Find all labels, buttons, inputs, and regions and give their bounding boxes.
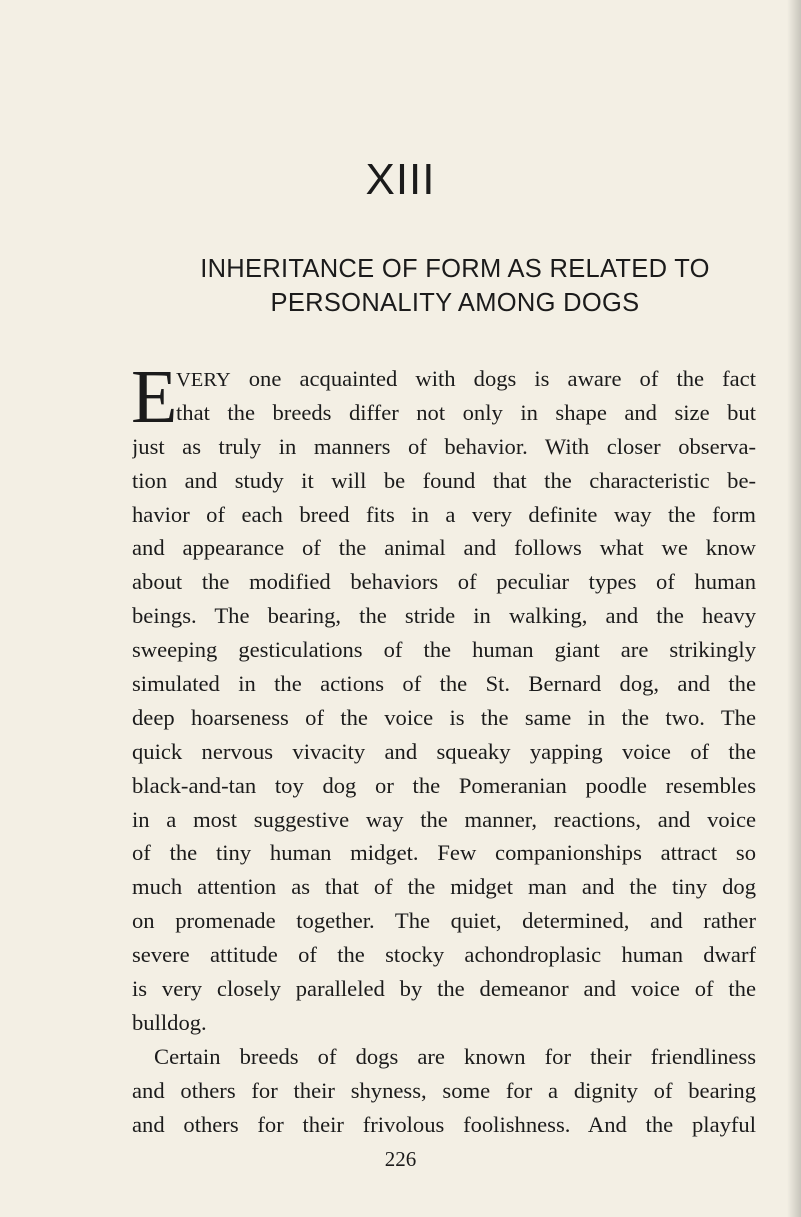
text-line: of the tiny human midget. Few companionships attract so bbox=[132, 840, 756, 866]
text-line: black-and-tan toy dog or the Pomeranian poodle resembles bbox=[132, 772, 756, 798]
text-line: much attention as that of the midget man and the tiny dog bbox=[132, 874, 756, 900]
text-line: and others for their shyness, some for a dignity of bearing bbox=[132, 1077, 756, 1103]
small-caps-word: VERY bbox=[176, 369, 231, 391]
body-text bbox=[131, 355, 756, 1141]
chapter-number: XIII bbox=[365, 155, 436, 204]
chapter-title-line: INHERITANCE OF FORM AS RELATED TO bbox=[200, 255, 710, 283]
text-line: beings. The bearing, the stride in walking, and the heavy bbox=[132, 603, 756, 629]
text-line: tion and study it will be found that the characteristic be- bbox=[132, 467, 756, 493]
text-line: quick nervous vivacity and squeaky yapping voice of the bbox=[132, 738, 756, 764]
text-line: havior of each breed fits in a very definite way the form bbox=[132, 501, 756, 527]
text-line: is very closely paralleled by the demeanor and voice of the bbox=[132, 976, 756, 1002]
text-line: sweeping gesticulations of the human giant are strikingly bbox=[132, 637, 756, 663]
page-number: 226 bbox=[384, 1147, 417, 1171]
text-line: bulldog. bbox=[132, 1009, 207, 1035]
text-line: deep hoarseness of the voice is the same in the two. The bbox=[132, 704, 756, 730]
text-line: and others for their frivolous foolishness. And the playful bbox=[132, 1111, 756, 1137]
text-line: simulated in the actions of the St. Bernard dog, and the bbox=[132, 671, 756, 697]
text-line: Certain breeds of dogs are known for their friendliness bbox=[154, 1043, 756, 1069]
text-line: and appearance of the animal and follows what we know bbox=[132, 535, 756, 561]
text-line: severe attitude of the stocky achondroplasic human dwarf bbox=[132, 942, 756, 968]
text-line bbox=[132, 362, 756, 396]
chapter-title bbox=[160, 252, 750, 320]
first-line-text: one acquainted with dogs is aware of the fact bbox=[230, 366, 756, 391]
text-line: about the modified behaviors of peculiar types of human bbox=[132, 569, 756, 595]
chapter-title-line: PERSONALITY AMONG DOGS bbox=[270, 289, 640, 317]
text-line: on promenade together. The quiet, determined, and rather bbox=[132, 908, 756, 934]
text-line: in a most suggestive way the manner, reactions, and voice bbox=[132, 806, 756, 832]
drop-cap: E bbox=[131, 355, 178, 439]
text-line: just as truly in manners of behavior. With closer observa- bbox=[132, 433, 756, 459]
text-line: that the breeds differ not only in shape and size but bbox=[176, 399, 756, 425]
